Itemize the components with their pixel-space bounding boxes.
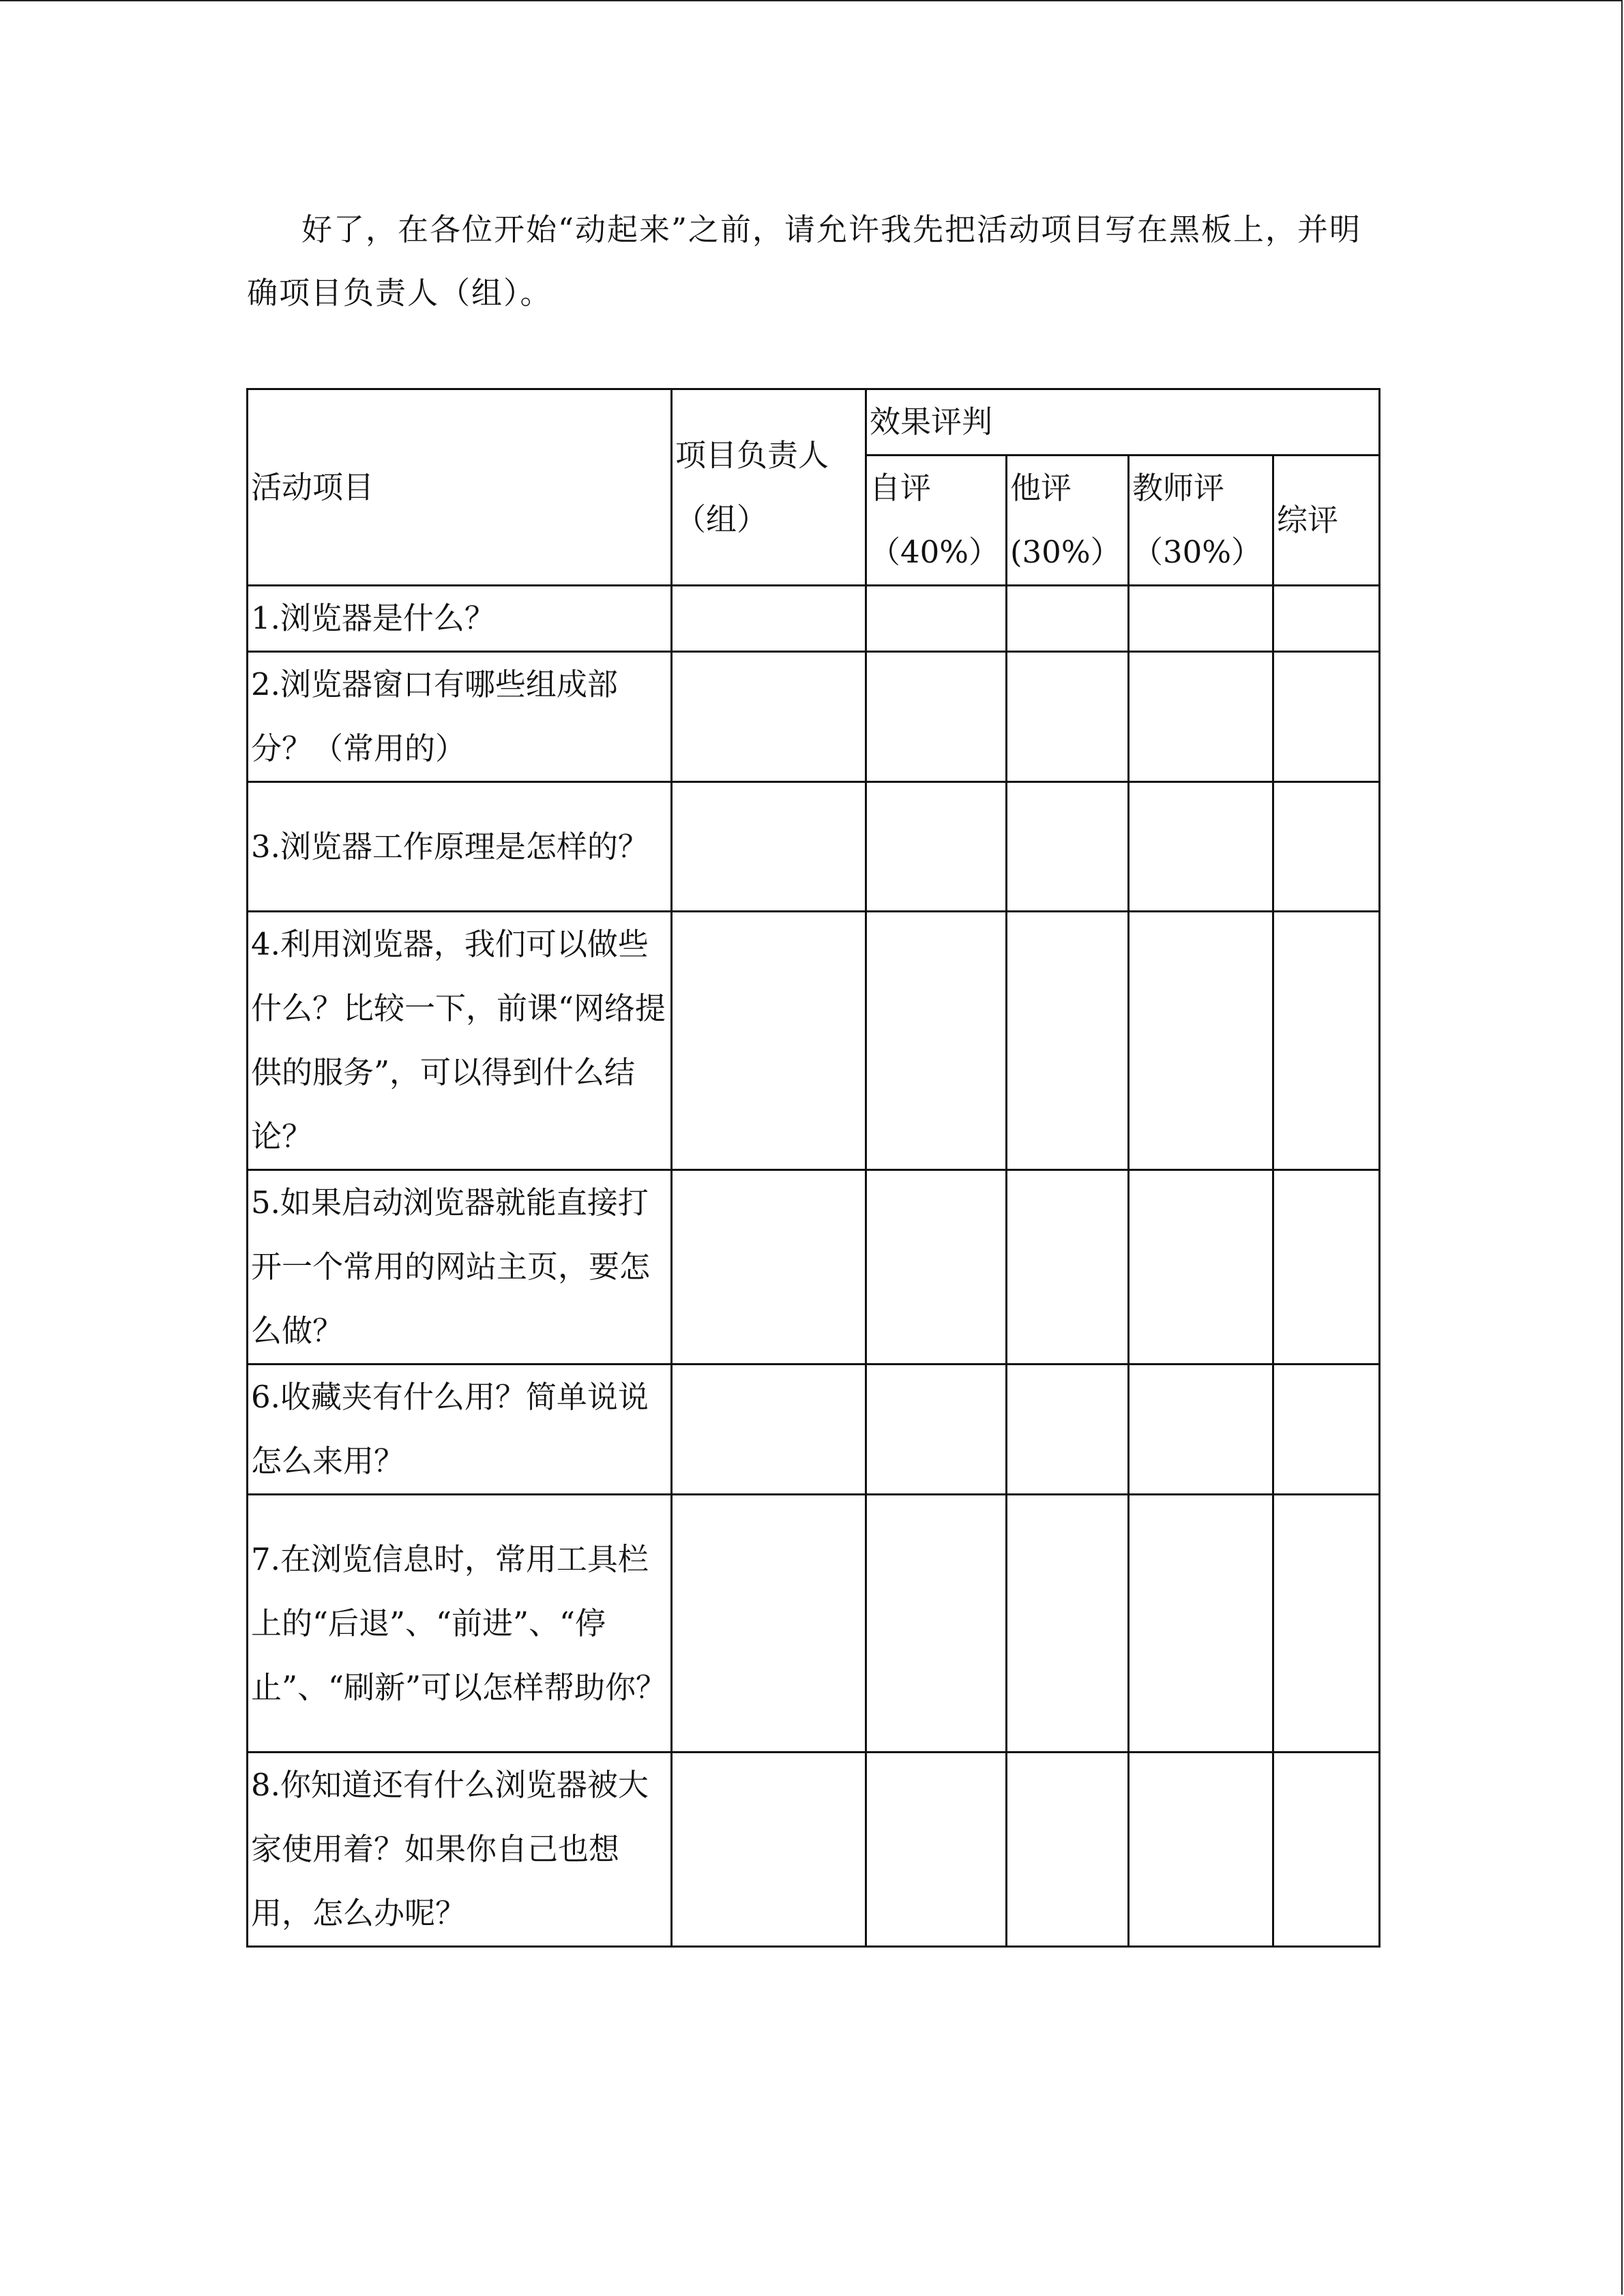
self-eval-cell (866, 782, 1007, 912)
overall-eval-cell (1273, 1170, 1380, 1365)
activity-item-3: 3.浏览器工作原理是怎样的？ (251, 828, 649, 865)
table-row (248, 782, 1380, 912)
teacher-eval-cell (1129, 652, 1273, 782)
peer-eval-cell (1007, 652, 1129, 782)
teacher-eval-cell (1129, 1753, 1273, 1947)
header-self-eval (866, 456, 1007, 586)
peer-eval-cell (1007, 1753, 1129, 1947)
owner-cell (672, 912, 866, 1170)
self-eval-cell (866, 912, 1007, 1170)
overall-eval-cell (1273, 1365, 1380, 1495)
header-peer-line1: 他评 (1010, 470, 1072, 506)
header-owner-line2: （组） (675, 501, 768, 537)
header-self-line2: （40%） (870, 534, 1000, 570)
activity-cell (248, 586, 672, 652)
overall-eval-cell (1273, 1495, 1380, 1753)
overall-eval-cell (1273, 912, 1380, 1170)
header-row-1 (248, 389, 1380, 456)
overall-eval-cell (1273, 652, 1380, 782)
owner-cell (672, 1170, 866, 1365)
teacher-eval-cell (1129, 782, 1273, 912)
overall-eval-cell (1273, 586, 1380, 652)
activity-cell (248, 1170, 672, 1365)
intro-paragraph: 好了，在各位开始“动起来”之前，请允许我先把活动项目写在黑板上，并明确项目负责人（组）。 (247, 211, 1362, 311)
table-row (248, 912, 1380, 1170)
peer-eval-cell (1007, 782, 1129, 912)
header-teacher-line2: （30%） (1132, 534, 1263, 570)
teacher-eval-cell (1129, 586, 1273, 652)
table-row (248, 1753, 1380, 1947)
header-teacher-eval (1129, 456, 1273, 586)
peer-eval-cell (1007, 912, 1129, 1170)
activity-cell (248, 782, 672, 912)
header-self-line1: 自评 (870, 470, 932, 506)
table-row (248, 1365, 1380, 1495)
header-peer-line2: (30%） (1010, 534, 1121, 570)
peer-eval-cell (1007, 1365, 1129, 1495)
header-owner-line1: 项目负责人 (675, 436, 829, 473)
activity-cell (248, 652, 672, 782)
header-teacher-line1: 教师评 (1132, 470, 1225, 506)
activity-cell (248, 1365, 672, 1495)
activity-item-5: 5.如果启动浏览器就能直接打开一个常用的网站主页，要怎么做？ (251, 1184, 651, 1349)
owner-cell (672, 1495, 866, 1753)
peer-eval-cell (1007, 586, 1129, 652)
header-overall-eval (1273, 456, 1380, 586)
header-owner (672, 389, 866, 586)
activity-item-4: 4.利用浏览器，我们可以做些什么？比较一下，前课“网络提供的服务”，可以得到什么结论？ (251, 926, 666, 1154)
header-effect-label: 效果评判 (870, 404, 993, 440)
self-eval-cell (866, 586, 1007, 652)
self-eval-cell (866, 1495, 1007, 1753)
owner-cell (672, 1753, 866, 1947)
peer-eval-cell (1007, 1170, 1129, 1365)
owner-cell (672, 1365, 866, 1495)
overall-eval-cell (1273, 782, 1380, 912)
activity-item-6: 6.收藏夹有什么用？简单说说怎么来用？ (251, 1379, 649, 1479)
teacher-eval-cell (1129, 1170, 1273, 1365)
header-activity-label: 活动项目 (251, 468, 374, 505)
evaluation-table (246, 388, 1381, 1948)
owner-cell (672, 652, 866, 782)
activity-cell (248, 912, 672, 1170)
owner-cell (672, 782, 866, 912)
header-activity (248, 389, 672, 586)
header-effect (866, 389, 1380, 456)
teacher-eval-cell (1129, 912, 1273, 1170)
activity-item-8: 8.你知道还有什么浏览器被大家使用着？如果你自己也想用，怎么办呢？ (251, 1767, 649, 1931)
activity-item-1: 1.浏览器是什么？ (251, 600, 495, 636)
self-eval-cell (866, 1170, 1007, 1365)
teacher-eval-cell (1129, 1495, 1273, 1753)
activity-cell (248, 1495, 672, 1753)
self-eval-cell (866, 1753, 1007, 1947)
activity-cell (248, 1753, 672, 1947)
header-peer-eval (1007, 456, 1129, 586)
owner-cell (672, 586, 866, 652)
activity-item-7: 7.在浏览信息时，常用工具栏上的“后退”、“前进”、“停止”、“刷新”可以怎样帮助你？ (251, 1540, 667, 1705)
table-row (248, 586, 1380, 652)
table-row (248, 652, 1380, 782)
overall-eval-cell (1273, 1753, 1380, 1947)
self-eval-cell (866, 652, 1007, 782)
table-row (248, 1170, 1380, 1365)
teacher-eval-cell (1129, 1365, 1273, 1495)
table-row (248, 1495, 1380, 1753)
header-overall-label: 综评 (1277, 502, 1339, 538)
self-eval-cell (866, 1365, 1007, 1495)
activity-item-2: 2.浏览器窗口有哪些组成部分？（常用的） (251, 666, 618, 766)
peer-eval-cell (1007, 1495, 1129, 1753)
